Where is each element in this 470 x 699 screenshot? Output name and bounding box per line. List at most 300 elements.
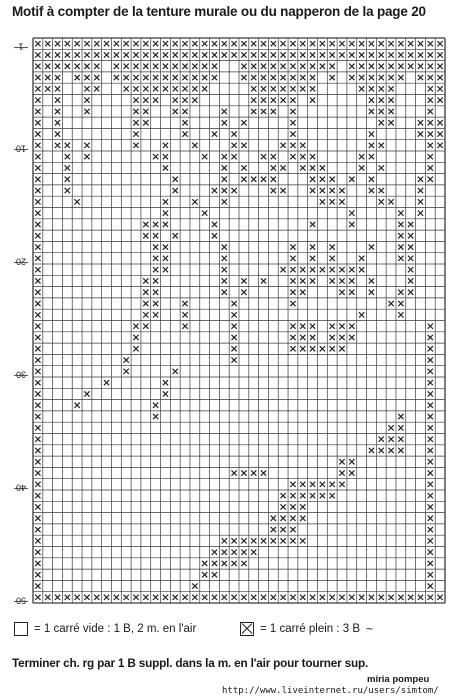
filled-square-mark bbox=[300, 324, 305, 329]
filled-square-mark bbox=[222, 165, 227, 170]
filled-square-mark bbox=[231, 470, 236, 475]
filled-square-mark bbox=[271, 52, 276, 57]
filled-square-mark bbox=[388, 120, 393, 125]
filled-square-mark bbox=[55, 109, 60, 114]
filled-square-mark bbox=[408, 244, 413, 249]
filled-square-mark bbox=[330, 346, 335, 351]
filled-square-mark bbox=[231, 346, 236, 351]
filled-square-mark bbox=[231, 41, 236, 46]
filled-square-mark bbox=[398, 414, 403, 419]
filled-square-mark bbox=[35, 403, 40, 408]
filled-square-mark bbox=[388, 301, 393, 306]
filled-square-mark bbox=[300, 346, 305, 351]
filled-square-mark bbox=[65, 154, 70, 159]
filled-square-mark bbox=[182, 301, 187, 306]
filled-square-mark bbox=[428, 165, 433, 170]
filled-square-mark bbox=[398, 222, 403, 227]
filled-square-mark bbox=[163, 222, 168, 227]
filled-square-mark bbox=[222, 595, 227, 600]
filled-square-mark bbox=[231, 188, 236, 193]
filled-square-mark bbox=[84, 52, 89, 57]
filled-square-mark bbox=[290, 278, 295, 283]
filled-square-mark bbox=[388, 86, 393, 91]
filled-square-mark bbox=[359, 52, 364, 57]
filled-square-mark bbox=[349, 222, 354, 227]
filled-square-mark bbox=[173, 86, 178, 91]
filled-square-mark bbox=[173, 188, 178, 193]
filled-square-mark bbox=[241, 278, 246, 283]
filled-square-mark bbox=[163, 75, 168, 80]
filled-square-mark bbox=[153, 312, 158, 317]
filled-square-mark bbox=[94, 41, 99, 46]
filled-square-mark bbox=[133, 64, 138, 69]
filled-square-mark bbox=[212, 131, 217, 136]
filled-square-mark bbox=[222, 154, 227, 159]
filled-square-mark bbox=[398, 301, 403, 306]
filled-square-mark bbox=[251, 550, 256, 555]
filled-square-mark bbox=[173, 369, 178, 374]
filled-square-mark bbox=[202, 52, 207, 57]
filled-square-mark bbox=[35, 448, 40, 453]
filled-square-mark bbox=[408, 278, 413, 283]
filled-square-mark bbox=[143, 64, 148, 69]
filled-square-mark bbox=[231, 550, 236, 555]
filled-square-mark bbox=[173, 64, 178, 69]
filled-square-mark bbox=[202, 75, 207, 80]
filled-square-mark bbox=[143, 233, 148, 238]
filled-square-mark bbox=[35, 98, 40, 103]
filled-square-mark bbox=[35, 188, 40, 193]
filled-square-mark bbox=[74, 52, 79, 57]
filled-square-mark bbox=[349, 470, 354, 475]
filled-square-mark bbox=[339, 346, 344, 351]
filled-square-mark bbox=[398, 41, 403, 46]
filled-square-mark bbox=[212, 595, 217, 600]
filled-square-mark bbox=[290, 109, 295, 114]
filled-square-mark bbox=[231, 561, 236, 566]
filled-square-mark bbox=[349, 290, 354, 295]
filled-square-mark bbox=[428, 98, 433, 103]
filled-square-mark bbox=[310, 86, 315, 91]
filled-square-mark bbox=[163, 199, 168, 204]
filled-square-mark bbox=[271, 41, 276, 46]
filled-square-mark bbox=[192, 64, 197, 69]
filled-square-mark bbox=[359, 75, 364, 80]
filled-square-mark bbox=[310, 52, 315, 57]
filled-square-mark bbox=[55, 52, 60, 57]
filled-square-mark bbox=[124, 369, 129, 374]
filled-square-mark bbox=[153, 64, 158, 69]
filled-square-mark bbox=[280, 595, 285, 600]
filled-square-mark bbox=[369, 131, 374, 136]
filled-square-mark bbox=[35, 550, 40, 555]
filled-square-mark bbox=[133, 98, 138, 103]
filled-square-mark bbox=[398, 425, 403, 430]
filled-square-mark bbox=[153, 403, 158, 408]
filled-square-mark bbox=[330, 595, 335, 600]
filled-square-mark bbox=[153, 75, 158, 80]
filled-square-mark bbox=[163, 86, 168, 91]
filled-square-mark bbox=[379, 75, 384, 80]
filled-square-mark bbox=[310, 75, 315, 80]
filled-square-mark bbox=[163, 143, 168, 148]
filled-square-mark bbox=[114, 52, 119, 57]
filled-square-mark bbox=[330, 493, 335, 498]
filled-square-mark bbox=[330, 278, 335, 283]
filled-square-mark bbox=[45, 41, 50, 46]
filled-square-mark bbox=[241, 75, 246, 80]
filled-square-mark bbox=[369, 86, 374, 91]
filled-square-mark bbox=[369, 244, 374, 249]
filled-square-mark bbox=[35, 52, 40, 57]
filled-square-mark bbox=[173, 41, 178, 46]
filled-square-mark bbox=[251, 538, 256, 543]
filled-square-mark bbox=[231, 301, 236, 306]
filled-square-mark bbox=[104, 595, 109, 600]
filled-square-mark bbox=[182, 75, 187, 80]
filled-square-mark bbox=[349, 177, 354, 182]
filled-square-mark bbox=[182, 120, 187, 125]
filled-square-mark bbox=[153, 52, 158, 57]
filled-square-mark bbox=[428, 357, 433, 362]
filled-square-mark bbox=[143, 278, 148, 283]
filled-square-mark bbox=[349, 64, 354, 69]
filled-square-mark bbox=[153, 267, 158, 272]
filled-square-mark bbox=[35, 199, 40, 204]
filled-square-mark bbox=[124, 64, 129, 69]
filled-square-mark bbox=[359, 154, 364, 159]
filled-square-mark bbox=[280, 527, 285, 532]
filled-square-mark bbox=[163, 256, 168, 261]
filled-square-mark bbox=[330, 267, 335, 272]
filled-square-mark bbox=[339, 459, 344, 464]
filled-square-mark bbox=[379, 120, 384, 125]
filled-square-mark bbox=[428, 120, 433, 125]
filled-square-mark bbox=[388, 199, 393, 204]
filled-square-mark bbox=[290, 504, 295, 509]
filled-square-mark bbox=[163, 154, 168, 159]
filled-square-mark bbox=[35, 504, 40, 509]
filled-square-mark bbox=[251, 64, 256, 69]
filled-square-mark bbox=[408, 290, 413, 295]
filled-square-mark bbox=[35, 324, 40, 329]
filled-square-mark bbox=[408, 595, 413, 600]
filled-square-mark bbox=[418, 64, 423, 69]
filled-square-mark bbox=[428, 572, 433, 577]
filled-square-mark bbox=[339, 290, 344, 295]
filled-square-mark bbox=[202, 595, 207, 600]
filled-square-mark bbox=[124, 595, 129, 600]
filled-square-mark bbox=[379, 595, 384, 600]
filled-square-mark bbox=[35, 437, 40, 442]
filled-square-mark bbox=[35, 41, 40, 46]
filled-square-mark bbox=[163, 41, 168, 46]
filled-square-mark bbox=[398, 52, 403, 57]
filled-square-mark bbox=[280, 538, 285, 543]
filled-square-mark bbox=[143, 595, 148, 600]
filled-square-mark bbox=[280, 188, 285, 193]
filled-square-mark bbox=[133, 346, 138, 351]
filled-square-mark bbox=[241, 538, 246, 543]
filled-square-mark bbox=[418, 75, 423, 80]
filled-square-mark bbox=[290, 41, 295, 46]
filled-square-mark bbox=[173, 75, 178, 80]
filled-square-mark bbox=[212, 188, 217, 193]
filled-square-mark bbox=[212, 75, 217, 80]
filled-square-mark bbox=[271, 86, 276, 91]
filled-square-mark bbox=[182, 312, 187, 317]
filled-square-mark bbox=[261, 41, 266, 46]
filled-square-mark bbox=[280, 267, 285, 272]
filled-square-mark bbox=[261, 109, 266, 114]
filled-square-mark bbox=[349, 75, 354, 80]
filled-square-mark bbox=[133, 595, 138, 600]
filled-square-mark bbox=[437, 595, 442, 600]
filled-square-mark bbox=[271, 527, 276, 532]
filled-square-mark bbox=[222, 561, 227, 566]
filled-square-mark bbox=[300, 504, 305, 509]
filled-square-mark bbox=[437, 143, 442, 148]
filled-square-mark bbox=[74, 75, 79, 80]
filled-square-mark bbox=[251, 470, 256, 475]
filled-square-mark bbox=[290, 538, 295, 543]
filled-square-mark bbox=[143, 109, 148, 114]
filled-square-mark bbox=[35, 572, 40, 577]
filled-square-mark bbox=[143, 98, 148, 103]
filled-square-mark bbox=[212, 572, 217, 577]
filled-square-mark bbox=[55, 64, 60, 69]
filled-square-mark bbox=[222, 244, 227, 249]
filled-square-mark bbox=[104, 380, 109, 385]
filled-square-mark bbox=[153, 41, 158, 46]
filled-square-mark bbox=[408, 256, 413, 261]
filled-square-mark bbox=[173, 109, 178, 114]
filled-square-mark bbox=[359, 86, 364, 91]
filled-square-mark bbox=[202, 41, 207, 46]
filled-square-mark bbox=[45, 75, 50, 80]
filled-square-mark bbox=[369, 290, 374, 295]
filled-square-mark bbox=[349, 459, 354, 464]
filled-square-mark bbox=[349, 595, 354, 600]
filled-square-mark bbox=[153, 154, 158, 159]
filled-square-mark bbox=[379, 143, 384, 148]
filled-square-mark bbox=[163, 211, 168, 216]
filled-square-mark bbox=[428, 75, 433, 80]
filled-square-mark bbox=[271, 109, 276, 114]
filled-square-mark bbox=[202, 211, 207, 216]
filled-square-mark bbox=[153, 414, 158, 419]
filled-square-mark bbox=[35, 391, 40, 396]
filled-square-mark bbox=[35, 459, 40, 464]
legend-empty bbox=[14, 622, 196, 636]
filled-square-mark bbox=[143, 312, 148, 317]
filled-square-mark bbox=[241, 120, 246, 125]
filled-square-mark bbox=[84, 75, 89, 80]
filled-square-mark bbox=[330, 199, 335, 204]
filled-square-mark bbox=[35, 154, 40, 159]
filled-square-mark bbox=[290, 52, 295, 57]
filled-square-mark bbox=[35, 583, 40, 588]
filled-square-mark bbox=[35, 256, 40, 261]
filled-square-mark bbox=[261, 278, 266, 283]
filled-square-mark bbox=[261, 98, 266, 103]
filled-square-mark bbox=[369, 177, 374, 182]
filled-square-mark bbox=[320, 52, 325, 57]
filled-square-mark bbox=[310, 324, 315, 329]
filled-square-mark bbox=[124, 357, 129, 362]
author-credit: miria pompeu bbox=[367, 674, 430, 685]
filled-square-mark bbox=[428, 391, 433, 396]
filled-square-mark bbox=[35, 211, 40, 216]
filled-square-mark bbox=[163, 244, 168, 249]
filled-square-mark bbox=[369, 52, 374, 57]
filled-square-mark bbox=[418, 131, 423, 136]
filled-square-mark bbox=[192, 98, 197, 103]
row-number-label: 10 bbox=[15, 143, 27, 154]
filled-square-mark bbox=[320, 482, 325, 487]
filled-square-mark bbox=[280, 86, 285, 91]
filled-square-mark bbox=[300, 516, 305, 521]
filled-square-mark bbox=[35, 165, 40, 170]
filled-square-mark bbox=[35, 131, 40, 136]
filled-square-mark bbox=[369, 595, 374, 600]
filled-square-mark bbox=[114, 75, 119, 80]
filled-square-mark bbox=[320, 41, 325, 46]
filled-square-mark bbox=[290, 86, 295, 91]
filled-square-mark bbox=[251, 75, 256, 80]
filled-square-mark bbox=[173, 98, 178, 103]
row-number-labels bbox=[14, 42, 28, 606]
filled-square-mark bbox=[290, 346, 295, 351]
filled-square-mark bbox=[271, 98, 276, 103]
filled-square-mark bbox=[339, 595, 344, 600]
filled-square-mark bbox=[84, 109, 89, 114]
filled-square-mark bbox=[388, 595, 393, 600]
filled-square-mark bbox=[271, 165, 276, 170]
filled-square-mark bbox=[418, 52, 423, 57]
filled-square-mark bbox=[388, 425, 393, 430]
filled-square-mark bbox=[320, 267, 325, 272]
filled-square-mark bbox=[94, 52, 99, 57]
filled-square-mark bbox=[84, 86, 89, 91]
filled-square-mark bbox=[428, 516, 433, 521]
filled-square-mark bbox=[153, 98, 158, 103]
filled-square-mark bbox=[428, 369, 433, 374]
filled-square-mark bbox=[271, 516, 276, 521]
filled-square-mark bbox=[280, 143, 285, 148]
filled-square-mark bbox=[65, 177, 70, 182]
filled-square-mark bbox=[241, 41, 246, 46]
filled-square-mark bbox=[133, 335, 138, 340]
filled-square-mark bbox=[84, 391, 89, 396]
filled-square-mark bbox=[192, 143, 197, 148]
filled-square-mark bbox=[55, 86, 60, 91]
filled-square-mark bbox=[388, 41, 393, 46]
filled-square-mark bbox=[330, 256, 335, 261]
filled-square-mark bbox=[45, 595, 50, 600]
filled-square-mark bbox=[94, 75, 99, 80]
filled-square-mark bbox=[153, 256, 158, 261]
filled-square-mark bbox=[153, 290, 158, 295]
filled-square-mark bbox=[202, 154, 207, 159]
filled-square-mark bbox=[300, 52, 305, 57]
filled-square-mark bbox=[173, 595, 178, 600]
filled-square-mark bbox=[261, 538, 266, 543]
filled-square-mark bbox=[280, 504, 285, 509]
filled-square-mark bbox=[212, 64, 217, 69]
filled-square-mark bbox=[55, 143, 60, 148]
filled-square-mark bbox=[251, 52, 256, 57]
filled-square-mark bbox=[349, 278, 354, 283]
filled-square-mark bbox=[310, 256, 315, 261]
filled-square-mark bbox=[222, 177, 227, 182]
filled-square-mark bbox=[182, 52, 187, 57]
filled-square-mark bbox=[173, 233, 178, 238]
filled-square-mark bbox=[124, 75, 129, 80]
filled-square-mark bbox=[231, 324, 236, 329]
filled-square-mark bbox=[320, 177, 325, 182]
filled-square-mark bbox=[300, 278, 305, 283]
filled-square-mark bbox=[55, 595, 60, 600]
filled-square-mark bbox=[428, 527, 433, 532]
filled-square-mark bbox=[133, 109, 138, 114]
filled-square-mark bbox=[35, 278, 40, 283]
filled-square-mark bbox=[418, 211, 423, 216]
filled-square-mark bbox=[192, 595, 197, 600]
filled-square-mark bbox=[84, 64, 89, 69]
filled-square-mark bbox=[35, 470, 40, 475]
filled-square-mark bbox=[290, 493, 295, 498]
filled-square-mark bbox=[418, 199, 423, 204]
filled-square-mark bbox=[192, 86, 197, 91]
filled-square-mark bbox=[35, 267, 40, 272]
filled-square-mark bbox=[133, 41, 138, 46]
filled-square-mark bbox=[241, 550, 246, 555]
filled-square-mark bbox=[35, 75, 40, 80]
filled-square-mark bbox=[428, 143, 433, 148]
filled-square-mark bbox=[222, 188, 227, 193]
filled-square-mark bbox=[388, 75, 393, 80]
filled-square-mark bbox=[45, 52, 50, 57]
filled-square-mark bbox=[45, 86, 50, 91]
filled-square-mark bbox=[428, 52, 433, 57]
filled-square-mark bbox=[182, 109, 187, 114]
filled-square-mark bbox=[35, 335, 40, 340]
filled-square-mark bbox=[143, 222, 148, 227]
filled-square-mark bbox=[261, 470, 266, 475]
filled-square-mark bbox=[153, 86, 158, 91]
filled-square-mark bbox=[55, 131, 60, 136]
filled-square-mark bbox=[241, 561, 246, 566]
filled-square-mark bbox=[437, 41, 442, 46]
filled-square-mark bbox=[428, 583, 433, 588]
filled-square-mark bbox=[379, 98, 384, 103]
filled-square-mark bbox=[182, 41, 187, 46]
filled-square-mark bbox=[231, 131, 236, 136]
filled-square-mark bbox=[300, 482, 305, 487]
filled-square-mark bbox=[94, 64, 99, 69]
filled-square-mark bbox=[330, 52, 335, 57]
filled-square-mark bbox=[379, 437, 384, 442]
filled-square-mark bbox=[310, 154, 315, 159]
filled-square-mark bbox=[212, 41, 217, 46]
filled-square-mark bbox=[310, 222, 315, 227]
filled-square-mark bbox=[290, 516, 295, 521]
filled-square-mark bbox=[74, 41, 79, 46]
filled-square-mark bbox=[300, 86, 305, 91]
filled-square-mark bbox=[339, 278, 344, 283]
filled-square-mark bbox=[35, 244, 40, 249]
